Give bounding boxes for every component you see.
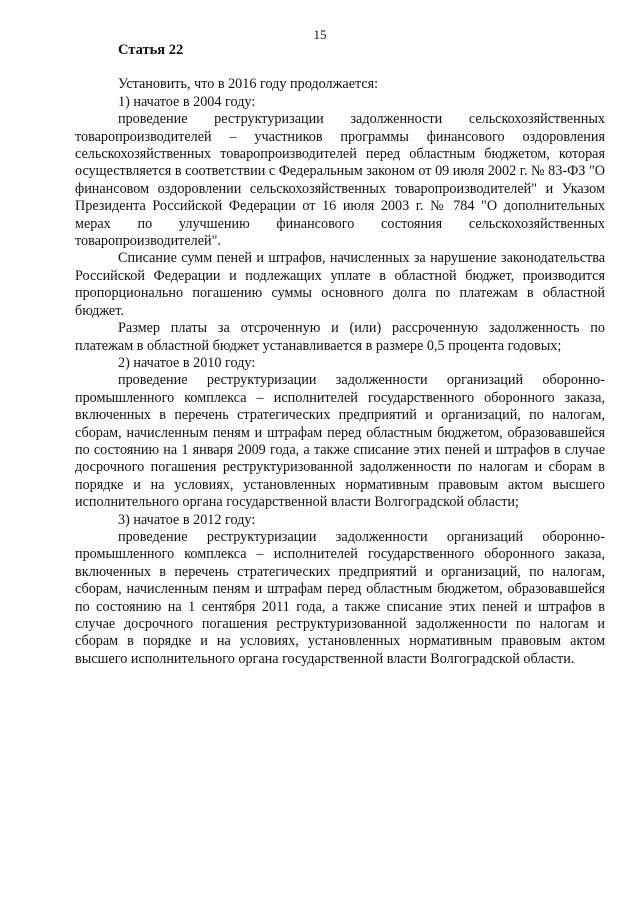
intro-paragraph: Установить, что в 2016 году продолжается: — [118, 76, 379, 93]
paragraph-deferral-fee: Размер платы за отсроченную и (или) рассроченную задолженность по платежам в областной бюджет устанавливается в размере 0,5 процента годовых; — [75, 320, 605, 354]
paragraph-agricultural-restructuring: проведение реструктуризации задолженности сельскохозяйственных товаропроизводителей – участников программы финансового оздоровления сельскохозяйственных товаропроизводителей перед областным бюджетом, которая осуществляется в соответствии с Федеральным законом от 09 июля 2002 г. № 83-ФЗ "О финансовом оздоровлении сельскохозяйственных товаропроизводителей" и Указом Президента Российской Федерации от 16 июля 2003 г. № 784 "О дополнительных мерах по улучшению финансового состояния сельскохозяйственных товаропроизводителей". — [75, 111, 605, 250]
paragraph-defense-restructuring-2010: проведение реструктуризации задолженности организаций оборонно-промышленного комплекса – исполнителей государственного оборонного заказа, включенных в перечень стратегических предприятий и организаций, по налогам, сборам, начисленным пеням и штрафам перед областным бюджетом, образовавшейся по состоянию на 1 января 2009 года, а также списание этих пеней и штрафов в случае досрочного погашения реструктуризованной задолженности по налогам и сборам в порядке и на условиях, установленных нормативным правовым актом высшего исполнительного органа государственной власти Волгоградской области; — [75, 372, 605, 511]
list-item-3-heading: 3) начатое в 2012 году: — [118, 511, 256, 528]
paragraph-defense-restructuring-2012: проведение реструктуризации задолженности организаций оборонно-промышленного комплекса – исполнителей государственного оборонного заказа, включенных в перечень стратегических предприятий и организаций, по налогам, сборам, начисленным пеням и штрафам перед областным бюджетом, образовавшейся по состоянию на 1 сентября 2011 года, а также списание этих пеней и штрафов в случае досрочного погашения реструктуризованной задолженности по налогам и сборам в порядке и на условиях, установленных нормативным правовым актом высшего исполнительного органа государственной власти Волгоградской области. — [75, 528, 605, 667]
list-item-2-heading: 2) начатое в 2010 году: — [118, 354, 256, 371]
list-item-1-heading: 1) начатое в 2004 году: — [118, 93, 256, 110]
paragraph-penalty-write-off: Списание сумм пеней и штрафов, начисленных за нарушение законодательства Российской Федерации и подлежащих уплате в областной бюджет, производится пропорционально погашению суммы основного долга по платежам в областной бюджет. — [75, 250, 605, 319]
page-number: 15 — [313, 27, 327, 42]
article-title: Статья 22 — [118, 42, 184, 58]
document-body — [75, 42, 605, 668]
